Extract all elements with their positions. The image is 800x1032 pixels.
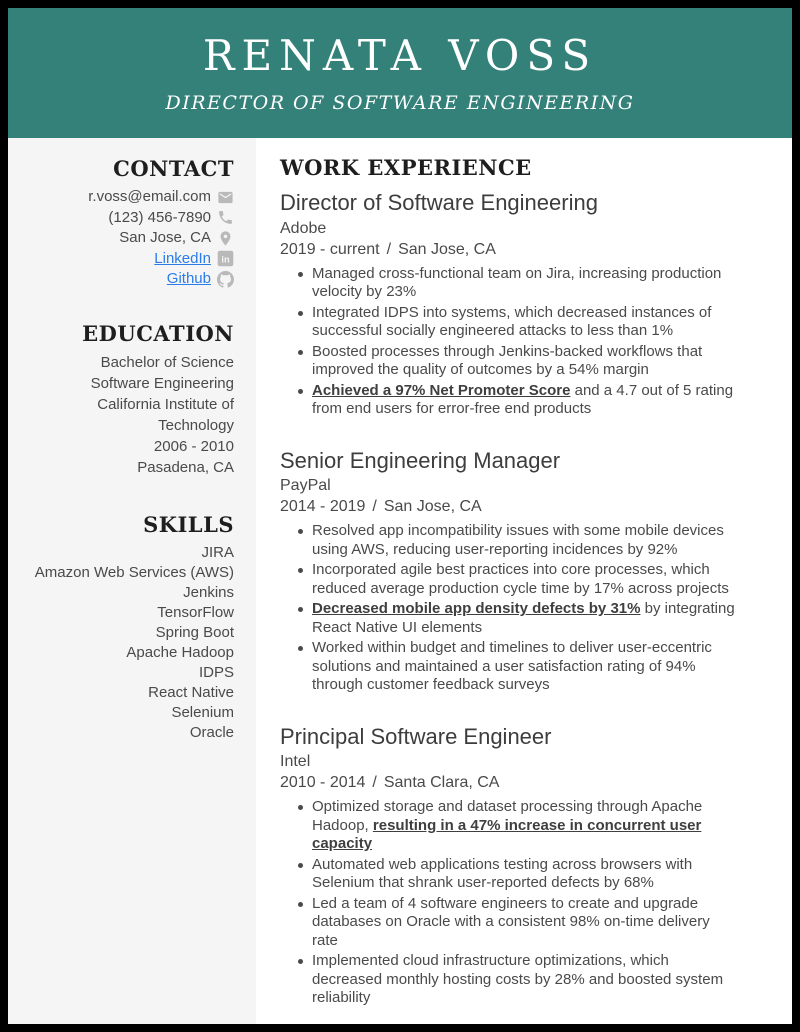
- job-date-range: 2014 - 2019: [280, 498, 366, 515]
- job-bullet: [312, 304, 736, 341]
- education-heading: EDUCATION: [82, 320, 234, 346]
- person-job-title: DIRECTOR OF SOFTWARE ENGINEERING: [165, 91, 635, 114]
- date-location-separator: /: [386, 240, 392, 258]
- date-location-separator: /: [372, 774, 377, 791]
- job-entry: [280, 189, 736, 419]
- job-company: Intel: [280, 753, 311, 770]
- education-section: [24, 321, 234, 478]
- body-columns: [8, 138, 792, 1024]
- github-icon: [217, 271, 234, 288]
- bullet-highlight-text: resulting in a 47% increase in concurrent user capacity: [312, 816, 702, 852]
- job-location: San Jose, CA: [398, 240, 496, 258]
- envelope-icon: [217, 189, 234, 206]
- sidebar: [8, 138, 256, 1024]
- bullet-text: Integrated IDPS into systems, which decreased instances of successful socially engineered attacks to less than 1%: [312, 303, 712, 339]
- job-location: Santa Clara, CA: [383, 774, 500, 791]
- job-bullets: [280, 798, 736, 1008]
- bullet-text: by integrating React Native UI elements: [312, 600, 735, 636]
- person-name: RENATA VOSS: [202, 30, 598, 80]
- skill-item: React Native: [148, 683, 234, 701]
- skill-item: Amazon Web Services (AWS): [34, 563, 234, 581]
- location-pin-icon: [217, 230, 234, 247]
- job-bullets: [280, 265, 736, 419]
- skill-item: Spring Boot: [155, 623, 234, 641]
- contact-item: [24, 269, 234, 290]
- education-list: [24, 352, 234, 478]
- bullet-text: Led a team of 4 software engineers to create and upgrade databases on Oracle with a consistent 98% on-time delivery rate: [312, 894, 710, 949]
- date-location-separator: /: [372, 498, 377, 515]
- job-dates-location: [280, 496, 736, 517]
- bullet-text: Worked within budget and timelines to deliver user-eccentric solutions and maintained a user satisfaction rating of 94% through customer feedback surveys: [312, 639, 712, 693]
- contact-text: r.voss@email.com: [88, 188, 211, 205]
- jobs-list: [280, 189, 736, 1008]
- job-bullet: [312, 639, 736, 695]
- contact-link[interactable]: LinkedIn: [154, 249, 211, 267]
- skill-item: Oracle: [189, 723, 234, 741]
- job-entry: [280, 447, 736, 695]
- job-bullet: [312, 382, 736, 419]
- bullet-text: Optimized storage and dataset processing through Apache Hadoop,: [312, 798, 703, 834]
- contact-link[interactable]: Github: [166, 270, 211, 287]
- contact-item: [24, 249, 234, 270]
- header-band: [8, 8, 792, 138]
- bullet-text: and a 4.7 out of 5 rating from end users for error-free end products: [312, 381, 734, 417]
- education-line: Pasadena, CA: [137, 458, 234, 476]
- bullet-text: Boosted processes through Jenkins-backed workflows that improved the quality of outcomes by a 54% margin: [312, 342, 703, 378]
- job-entry: [280, 723, 736, 1008]
- job-bullet: [312, 561, 736, 598]
- bullet-text: Managed cross-functional team on Jira, increasing production velocity by 23%: [312, 264, 722, 300]
- job-bullet: [312, 798, 736, 854]
- contact-list: [24, 187, 234, 290]
- job-bullet: [312, 522, 736, 559]
- contact-section: [24, 156, 234, 290]
- bullet-text: Resolved app incompatibility issues with some mobile devices using AWS, reducing user-reporting incidences by 92%: [312, 522, 724, 558]
- contact-text: (123) 456-7890: [108, 208, 211, 226]
- education-line: 2006 - 2010: [153, 437, 234, 455]
- education-line: California Institute of Technology: [97, 395, 234, 434]
- skill-item: IDPS: [198, 663, 234, 681]
- work-experience-heading: WORK EXPERIENCE: [280, 155, 532, 180]
- work-experience-section: [256, 138, 792, 1024]
- contact-text: San Jose, CA: [119, 229, 211, 246]
- job-title: Senior Engineering Manager: [280, 447, 561, 473]
- bullet-text: Incorporated agile best practices into core processes, which reduced average production cycle time by 17% across projects: [312, 561, 729, 597]
- contact-item: [24, 187, 234, 208]
- job-bullet: [312, 895, 736, 951]
- skill-item: JIRA: [201, 543, 234, 561]
- skill-item: Selenium: [171, 703, 234, 721]
- job-company: PayPal: [280, 477, 331, 494]
- job-bullet: [312, 265, 736, 302]
- skills-section: [24, 512, 234, 743]
- phone-icon: [217, 209, 234, 226]
- bullet-highlight-text: Decreased mobile app density defects by 31%: [312, 600, 641, 617]
- job-bullet: [312, 600, 736, 637]
- bullet-text: Implemented cloud infrastructure optimizations, which decreased monthly hosting costs by 28% and boosted system reliability: [312, 952, 724, 1006]
- education-line: Bachelor of Science: [100, 353, 234, 371]
- job-bullet: [312, 952, 736, 1008]
- skill-item: TensorFlow: [157, 603, 234, 621]
- job-dates-location: [280, 772, 736, 793]
- contact-item: [24, 228, 234, 249]
- job-company: Adobe: [280, 219, 327, 237]
- education-line: Software Engineering: [90, 374, 234, 392]
- job-bullet: [312, 856, 736, 893]
- job-date-range: 2010 - 2014: [280, 774, 366, 791]
- skills-list: [24, 543, 234, 743]
- job-title: Director of Software Engineering: [280, 190, 598, 215]
- svg-text:in: in: [221, 254, 230, 265]
- bullet-highlight-text: Achieved a 97% Net Promoter Score: [312, 381, 571, 399]
- job-bullets: [280, 522, 736, 695]
- job-dates-location: [280, 239, 736, 260]
- skill-item: Jenkins: [183, 583, 234, 601]
- skills-heading: SKILLS: [143, 511, 234, 537]
- contact-item: [24, 208, 234, 229]
- job-date-range: 2019 - current: [280, 240, 380, 258]
- job-title: Principal Software Engineer: [280, 723, 552, 749]
- job-bullet: [312, 343, 736, 380]
- skill-item: Apache Hadoop: [126, 643, 234, 661]
- bullet-text: Automated web applications testing across browsers with Selenium that shrank user-reported defects by 68%: [312, 855, 693, 891]
- linkedin-icon: [217, 250, 234, 267]
- contact-heading: CONTACT: [113, 156, 234, 181]
- job-location: San Jose, CA: [383, 498, 482, 515]
